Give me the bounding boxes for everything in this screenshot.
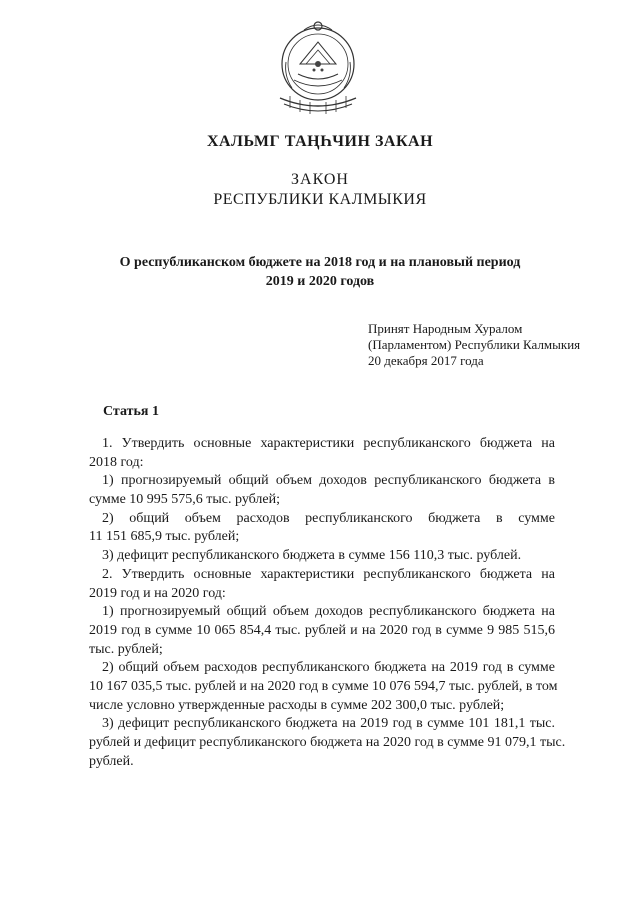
text-line: рублей и дефицит республиканского бюджета на 2020 год в сумме 91 079,1 тыс. bbox=[89, 735, 566, 750]
text-line: 1. Утвердить основные характеристики республиканского бюджета на bbox=[102, 436, 555, 451]
text-line: 10 167 035,5 тыс. рублей и на 2020 год в сумме 10 076 594,7 тыс. рублей, в том bbox=[89, 678, 558, 694]
text-line: 2) общий объем расходов республиканского бюджета на 2019 год в сумме bbox=[102, 660, 555, 676]
text-line: 2019 год в сумме 10 065 854,4 тыс. рублей и на 2020 год в сумме 9 985 515,6 bbox=[89, 622, 555, 638]
text-line: 3) дефицит республиканского бюджета в сумме 156 110,3 тыс. рублей. bbox=[102, 548, 522, 564]
adoption-line: Принят Народным Хуралом bbox=[368, 321, 523, 336]
adoption-note bbox=[368, 321, 580, 369]
law-subject bbox=[0, 253, 640, 291]
text-line: 2019 год и на 2020 год: bbox=[89, 585, 226, 601]
adoption-date: 20 декабря 2017 года bbox=[368, 353, 484, 368]
text-line: 3) дефицит республиканского бюджета на 2019 год в сумме 101 181,1 тыс. bbox=[102, 716, 555, 732]
subject-line: О республиканском бюджете на 2018 год и на плановый период bbox=[119, 255, 521, 270]
coat-of-arms-emblem bbox=[270, 18, 366, 118]
article-body bbox=[89, 435, 566, 771]
text-line: числе условно утвержденные расходы в сумме 202 300,0 тыс. рублей; bbox=[89, 697, 505, 713]
text-line: рублей. bbox=[89, 753, 134, 769]
subject-line: 2019 и 2020 годов bbox=[265, 274, 375, 289]
text-line: 11 151 685,9 тыс. рублей; bbox=[89, 529, 240, 545]
article-title: Статья 1 bbox=[103, 404, 159, 419]
adoption-line: (Парламентом) Республики Калмыкия bbox=[368, 337, 581, 352]
text-line: сумме 10 995 575,6 тыс. рублей; bbox=[89, 492, 281, 508]
text-line: 1) прогнозируемый общий объем доходов республиканского бюджета на bbox=[102, 604, 555, 620]
title-kalmyk: ХАЛЬМГ ТАҢҺЧИН ЗАКАН bbox=[206, 133, 434, 150]
text-line: 1) прогнозируемый общий объем доходов республиканского бюджета в bbox=[102, 473, 555, 489]
title-republic: РЕСПУБЛИКИ КАЛМЫКИЯ bbox=[213, 191, 427, 208]
text-line: 2. Утвердить основные характеристики республиканского бюджета на bbox=[102, 566, 555, 582]
text-line: 2018 год: bbox=[89, 454, 144, 470]
text-line: 2) общий объем расходов республиканского бюджета в сумме bbox=[102, 510, 555, 526]
title-law: ЗАКОН bbox=[291, 171, 349, 188]
text-line: тыс. рублей; bbox=[89, 641, 163, 657]
